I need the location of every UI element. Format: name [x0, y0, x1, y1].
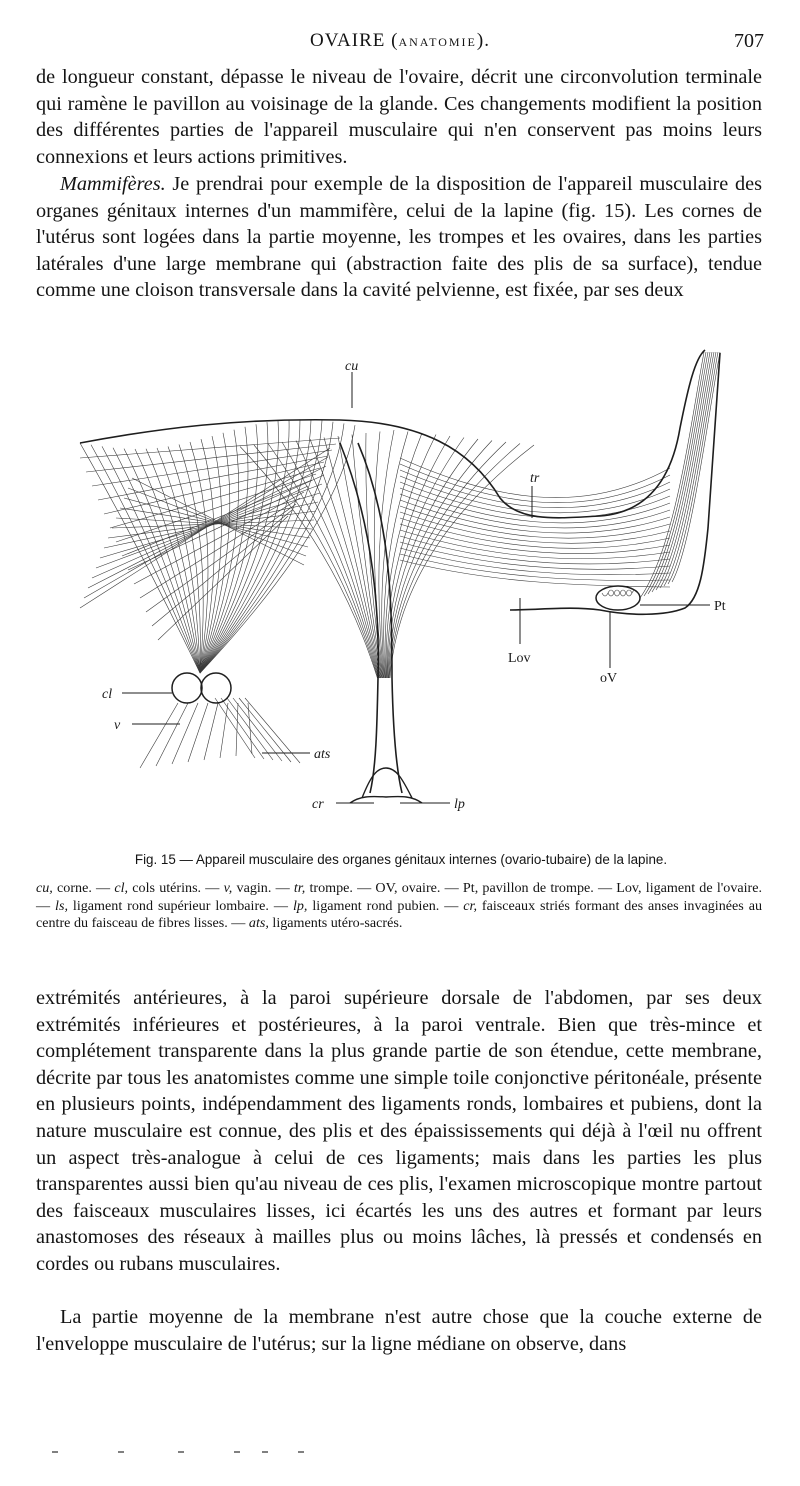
- label-ats: ats: [314, 747, 331, 762]
- legend-abbr: ats,: [248, 915, 269, 931]
- label-ov: oV: [600, 671, 618, 686]
- page-number: 707: [734, 30, 764, 52]
- label-cr: cr: [312, 797, 324, 812]
- legend-abbr: ls,: [55, 897, 68, 914]
- paragraph-1: de longueur constant, dépasse le niveau de l'ovaire, décrit une circonvolution terminale qui ramène le pavillon au voisinage de la glande. Ces changements modifient la position des différentes parties de l'appareil musculaire qui n'en conservent pas moins leurs connexions et leurs actions primitives.: [36, 66, 762, 168]
- label-cl: cl: [102, 687, 113, 702]
- running-header: [36, 30, 764, 60]
- anatomical-figure: [40, 348, 760, 848]
- legend-abbr: lp,: [292, 897, 308, 914]
- fiber-hatching: [80, 352, 720, 768]
- label-lov: Lov: [508, 651, 531, 666]
- label-cu: cu: [345, 359, 359, 374]
- cervix-right: [201, 673, 231, 703]
- label-v: v: [114, 718, 121, 733]
- ovary: [596, 586, 640, 610]
- legend-abbr: cr,: [463, 897, 477, 914]
- running-title-subject: ANATOMIE: [398, 35, 477, 49]
- legend-text: faisceaux striés formant des anses invaginées au centre du faisceau de fibres lisses. —: [36, 897, 763, 931]
- legend-abbr: cl,: [114, 880, 129, 896]
- label-pt: Pt: [714, 599, 726, 614]
- label-tr: tr: [530, 471, 540, 486]
- cervix-left: [172, 673, 202, 703]
- paragraph-4: La partie moyenne de la membrane n'est autre chose que la couche externe de l'enveloppe musculaire de l'utérus; sur la ligne médiane on observe, dans: [36, 1306, 762, 1355]
- legend-abbr: tr,: [293, 880, 306, 896]
- legend-text: ligament rond supérieur lombaire. —: [67, 897, 293, 914]
- paragraph-3: extrémités antérieures, à la paroi supérieure dorsale de l'abdomen, par ses deux extrémités inférieures et postérieures, à la paroi ventrale. Bien que très-mince et complétement transparente dans la plus grande partie de son étendue, cette membrane, décrite par tous les anatomistes comme une simple toile conjonctive péritonéale, présente en plusieurs points, indépendamment des ligaments ronds, lombaires et pubiens, dont la nature musculaire est connue, des plis et des épaississements qui déjà à l'œil nu offrent un aspect très-analogue à celui de ces ligaments; mais dans les parties les plus transparentes aussi bien qu'au niveau de ces plis, l'examen microscopique montre partout des faisceaux musculaires lisses, ici écartés les uns des autres et formant par leurs anastomoses des réseaux à mailles plus ou moins lâches, là pressés et condensés en cordes ou rubans musculaires.: [36, 987, 762, 1275]
- figure-caption: Fig. 15 — Appareil musculaire des organes génitaux internes (ovario-tubaire) de la lapine.: [134, 852, 668, 867]
- legend-text: trompe. — OV, ovaire. — Pt, pavillon de trompe. — Lov, ligament de l'ovaire. —: [36, 880, 763, 914]
- footer-marks: [52, 1450, 312, 1454]
- paragraph-2: Mammifères. Je prendrai pour exemple de la disposition de l'appareil musculaire des organes génitaux internes d'un mammifère, celui de la lapine (fig. 15). Les cornes de l'utérus sont logées dans la partie moyenne, les trompes et les ovaires, dans les parties latérales d'une large membrane qui (abstraction faite des plis de sa surface), tendue comme une cloison transversale dans la cavité pelvienne, est fixée, par ses deux: [36, 173, 762, 302]
- legend-text: corne. —: [52, 880, 115, 896]
- section-lead: Mammifères.: [60, 173, 166, 195]
- legend-text: ligament rond pubien. —: [307, 897, 464, 914]
- stalk-base: [350, 768, 422, 803]
- figure-legend: [36, 880, 762, 933]
- legend-text: ligaments utéro-sacrés.: [268, 915, 403, 931]
- legend-abbr: cu,: [36, 880, 53, 896]
- running-title: OVAIRE (ANATOMIE).: [310, 30, 490, 51]
- label-lp: lp: [454, 797, 465, 812]
- legend-abbr: v,: [223, 880, 233, 896]
- legend-text: cols utérins. —: [128, 880, 224, 896]
- legend-text: vagin. —: [232, 880, 294, 896]
- figure-drawing: [40, 348, 760, 848]
